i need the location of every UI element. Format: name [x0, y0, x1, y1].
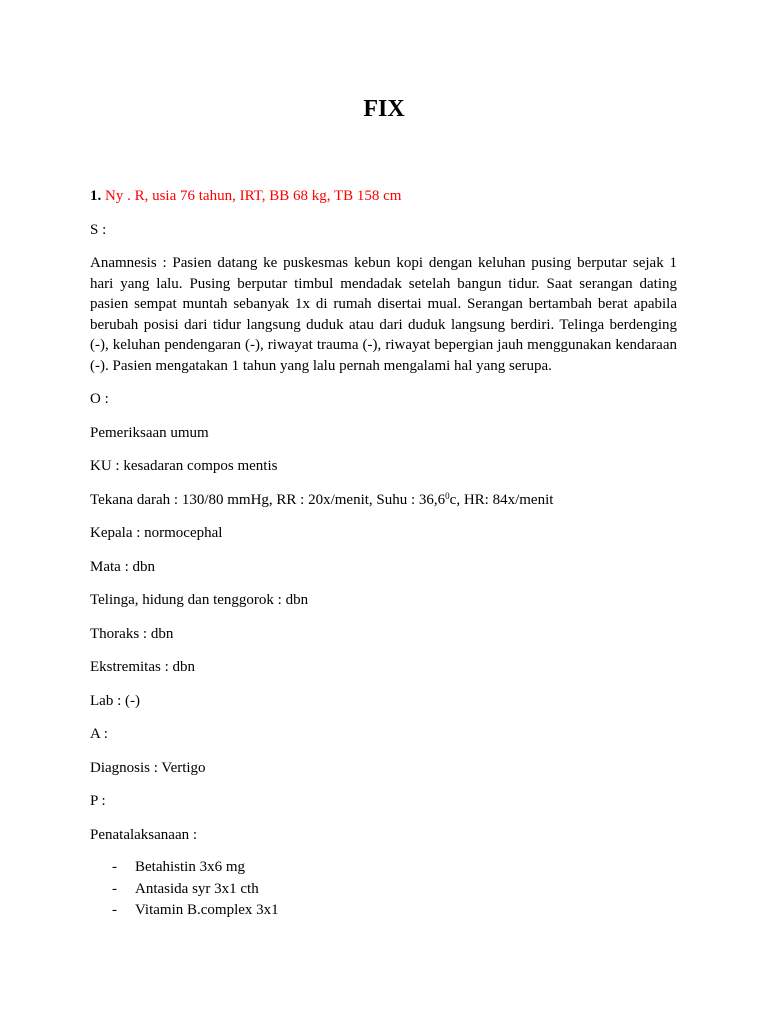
- list-bullet: -: [112, 902, 117, 918]
- medication-text: Vitamin B.complex 3x1: [135, 902, 279, 918]
- diagnosis-line: Diagnosis : Vertigo: [90, 759, 206, 776]
- anamnesis-paragraph: Anamnesis : Pasien datang ke puskesmas kebun kopi dengan keluhan pusing berputar sejak 1 hari yang lalu. Pusing berputar timbul mendadak setelah bangun tidur. Saat serangan dating pasien sempat muntah sebanyak 1x di rumah disertai mual. Serangan bertambah berat apabila berubah posisi dari tidur langsung duduk atau dari duduk langsung berdiri. Telinga berdenging (-), keluhan pendengaran (-), riwayat trauma (-), riwayat bepergian jauh menggunakan kendaraan (-). Pasien mengatakan 1 tahun yang lalu pernah mengalami hal yang serupa.: [90, 255, 677, 374]
- list-bullet: -: [112, 859, 117, 875]
- ent-exam-line: Telinga, hidung dan tenggorok : dbn: [90, 592, 309, 608]
- lab-line: Lab : (-): [90, 692, 140, 709]
- extremities-exam-line: Ekstremitas : dbn: [90, 659, 195, 675]
- vital-signs-text-end: c, HR: 84x/menit: [449, 491, 554, 508]
- document-body: [90, 186, 677, 922]
- vital-signs-text: Tekana darah : 130/80 mmHg, RR : 20x/menit, Suhu : 36,6: [90, 491, 446, 508]
- vital-signs-line: [90, 490, 677, 511]
- thorax-exam-line: Thoraks : dbn: [90, 625, 174, 642]
- medication-text: Antasida syr 3x1 cth: [135, 880, 259, 897]
- assessment-heading: A :: [90, 726, 108, 742]
- subjective-heading: S :: [90, 221, 107, 238]
- list-item: [90, 900, 677, 922]
- plan-heading: P :: [90, 793, 106, 809]
- consciousness-line: KU : kesadaran compos mentis: [90, 458, 278, 474]
- eye-exam-line: Mata : dbn: [90, 558, 155, 575]
- patient-summary: [90, 186, 677, 207]
- document-title: FIX: [363, 96, 405, 122]
- list-item: [90, 879, 677, 901]
- medication-text: Betahistin 3x6 mg: [135, 859, 245, 875]
- medication-list: [90, 857, 677, 922]
- patient-identity: Ny . R, usia 76 tahun, IRT, BB 68 kg, TB 158 cm: [105, 188, 402, 204]
- general-exam-label: Pemeriksaan umum: [90, 424, 209, 441]
- degree-superscript: 0: [445, 490, 450, 501]
- list-item: [90, 857, 677, 879]
- objective-heading: O :: [90, 391, 109, 407]
- management-label: Penatalaksanaan :: [90, 826, 198, 843]
- case-number: 1.: [90, 188, 102, 204]
- list-bullet: -: [112, 880, 117, 897]
- head-exam-line: Kepala : normocephal: [90, 525, 223, 541]
